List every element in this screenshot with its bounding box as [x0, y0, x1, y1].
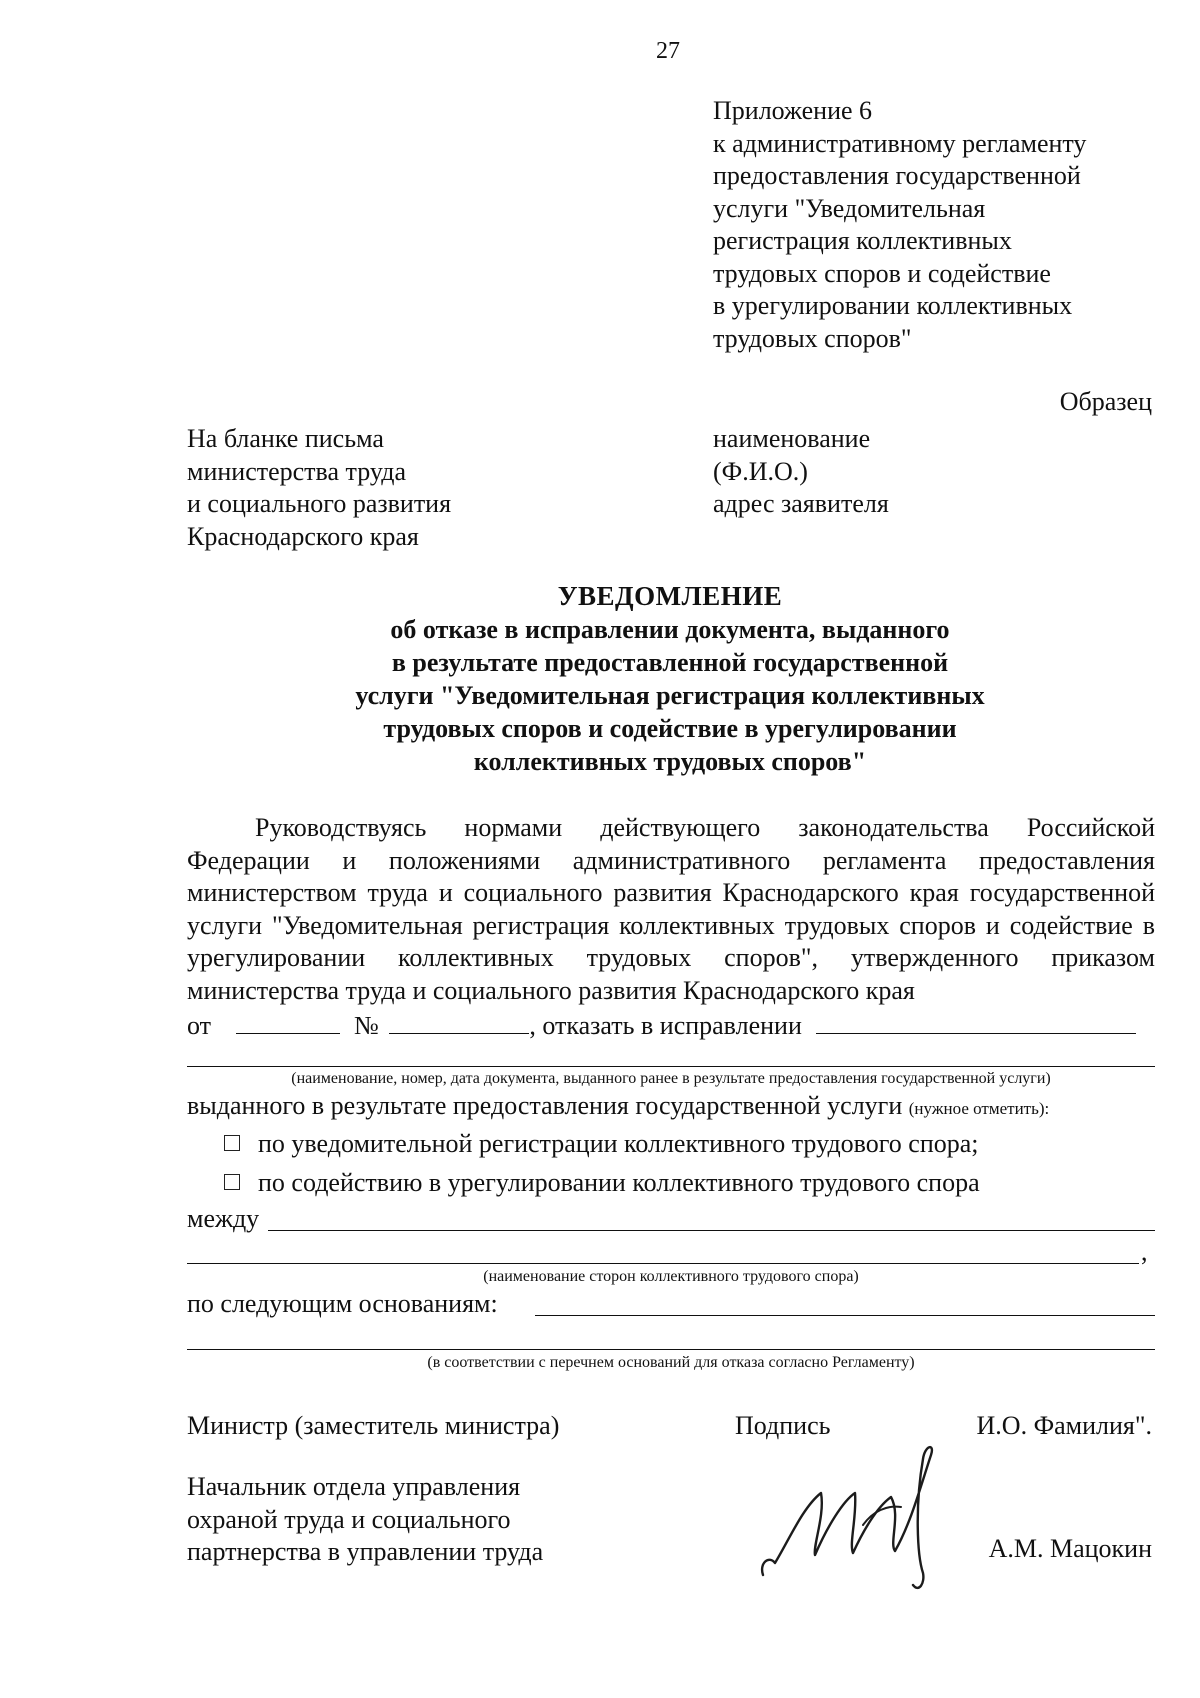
correction-field[interactable] — [816, 1011, 1136, 1034]
number-label: № — [354, 1011, 379, 1040]
minister-label: Министр (заместитель министра) — [187, 1411, 560, 1440]
recipient-line: (Ф.И.О.) — [713, 456, 808, 486]
appendix-line: трудовых споров и содействие — [713, 258, 1051, 288]
order-row — [187, 1010, 1136, 1043]
parties-line-2[interactable] — [187, 1263, 1139, 1264]
appendix-line: трудовых споров" — [713, 323, 912, 353]
letterhead-line: Краснодарского края — [187, 521, 419, 551]
letterhead-line: министерства труда — [187, 456, 406, 486]
letterhead-note — [187, 423, 451, 553]
from-label: от — [187, 1011, 212, 1040]
title-main: УВЕДОМЛЕНИЕ — [557, 581, 783, 611]
name-placeholder: И.О. Фамилия". — [976, 1411, 1152, 1440]
option-row-1 — [224, 1128, 979, 1161]
recipient-line: адрес заявителя — [713, 489, 889, 518]
head-title-line: Начальник отдела управления — [187, 1472, 521, 1501]
title-line: в результате предоставленной государственной — [391, 648, 949, 677]
document-caption: (наименование, номер, дата документа, выданного ранее в результате предоставления государственной услуги) — [291, 1070, 1051, 1087]
letterhead-line: и социального развития — [187, 489, 452, 518]
parties-caption: (наименование сторон коллективного трудового спора) — [483, 1268, 859, 1285]
title-line: трудовых споров и содействие в урегулировании — [383, 714, 957, 743]
appendix-line: Приложение 6 — [713, 96, 873, 125]
between-label: между — [187, 1204, 260, 1233]
appendix-line: предоставления государственной — [713, 161, 1081, 190]
document-line[interactable] — [187, 1066, 1155, 1067]
signature-label: Подпись — [735, 1411, 831, 1440]
title-line: об отказе в исправлении документа, выданного — [390, 615, 950, 644]
issued-note: (нужное отметить): — [908, 1099, 1050, 1118]
appendix-line: услуги "Уведомительная — [713, 193, 986, 223]
recipient-block — [713, 423, 889, 521]
refuse-label: , отказать в исправлении — [529, 1011, 802, 1040]
title-line: коллективных трудовых споров" — [473, 747, 867, 776]
option-1-label: по уведомительной регистрации коллективного трудового спора; — [258, 1129, 979, 1158]
document-title — [150, 580, 1190, 778]
recipient-line: наименование — [713, 424, 871, 453]
head-title-line: партнерства в управлении труда — [187, 1537, 544, 1566]
letterhead-line: На бланке письма — [187, 424, 384, 453]
head-title-line: охраной труда и социального — [187, 1504, 511, 1534]
order-number-field[interactable] — [389, 1011, 529, 1034]
parties-line-1[interactable] — [268, 1230, 1155, 1231]
handwritten-signature-icon — [755, 1435, 955, 1605]
sample-label: Образец — [1059, 387, 1152, 416]
issued-text: выданного в результате предоставления государственной услуги — [187, 1091, 903, 1120]
grounds-label: по следующим основаниям: — [187, 1289, 498, 1318]
grounds-line-2[interactable] — [187, 1349, 1155, 1350]
page-number: 27 — [656, 38, 680, 64]
appendix-line: регистрация коллективных — [713, 226, 1012, 255]
issued-line — [187, 1090, 1049, 1126]
option-2-label: по содействию в урегулировании коллективного трудового спора — [258, 1168, 980, 1197]
head-name: А.М. Мацокин — [988, 1534, 1152, 1563]
parties-comma: , — [1141, 1237, 1148, 1266]
grounds-line-1[interactable] — [535, 1315, 1155, 1316]
appendix-line: к административному регламенту — [713, 128, 1087, 158]
grounds-caption: (в соответствии с перечнем оснований для отказа согласно Регламенту) — [427, 1354, 915, 1371]
body-paragraph — [187, 812, 1155, 1008]
option-row-2 — [224, 1167, 980, 1200]
appendix-block — [713, 95, 1086, 355]
order-date-field[interactable] — [236, 1011, 340, 1034]
appendix-line: в урегулировании коллективных — [713, 291, 1073, 320]
body-text: Руководствуясь нормами действующего законодательства Российской Федерации и положениями административного регламента предоставления министерством труда и социального развития Краснодарского края государственной услуги "Уведомительная регистрация коллективных трудовых споров и содействие в урегулировании коллективных трудовых споров", утвержденного приказом министерства труда и социального развития Краснодарского края — [187, 813, 1155, 1005]
head-title-block — [187, 1471, 543, 1569]
checkbox-option-1[interactable] — [224, 1135, 240, 1151]
checkbox-option-2[interactable] — [224, 1174, 240, 1190]
title-line: услуги "Уведомительная регистрация коллективных — [355, 681, 985, 710]
